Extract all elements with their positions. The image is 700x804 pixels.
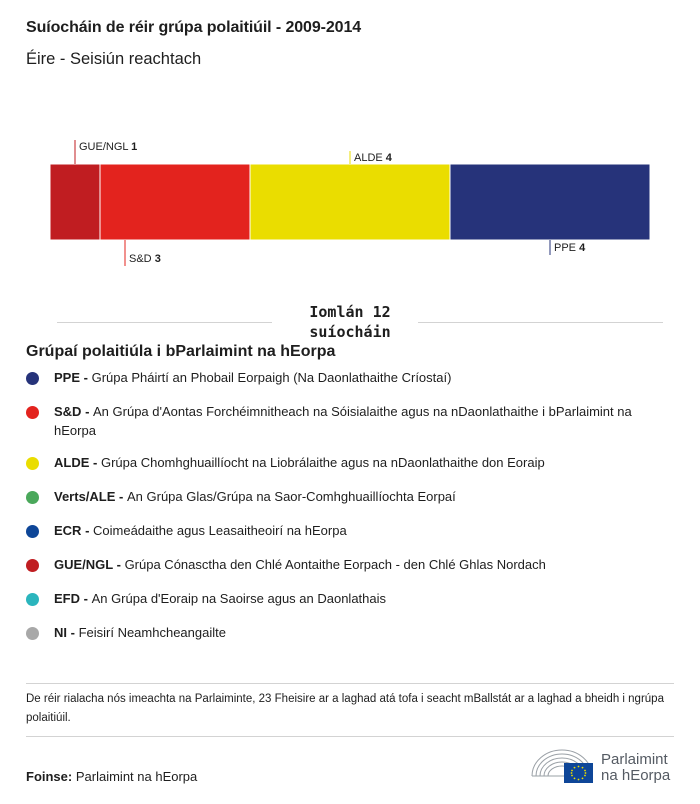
legend-description: An Grúpa Glas/Grúpa na Saor-Comhghuaillíochta Eorpaí — [126, 489, 456, 504]
bar-category-label: ALDE — [354, 152, 386, 164]
legend-text — [54, 402, 666, 440]
legend-separator: - — [89, 455, 101, 470]
bar-segment — [50, 164, 100, 240]
legend-separator: - — [80, 370, 92, 385]
note-rule-top — [26, 683, 674, 684]
legend-separator: - — [81, 523, 94, 538]
bar-label — [554, 242, 586, 254]
legend-separator: - — [113, 557, 125, 572]
footnote: De réir rialacha nós imeachta na Parlaiminte, 23 Fheisire ar a laghad atá tofa i seacht mBallstát ar a laghad a bheidh i ngrúpa polaitiúil. — [26, 693, 664, 724]
legend-item — [26, 368, 666, 387]
bar-value-label: 4 — [579, 242, 586, 254]
legend-abbr: Verts/ALE — [54, 489, 116, 504]
legend-separator: - — [67, 625, 79, 640]
legend-abbr: GUE/NGL — [54, 557, 113, 572]
bar-category-label: PPE — [554, 242, 580, 254]
legend-abbr: PPE — [54, 370, 81, 385]
legend-separator: - — [80, 591, 92, 606]
legend-description: Coimeádaithe agus Leasaitheoirí na hEorpa — [93, 523, 347, 538]
chart-subtitle: Éire - Seisiún reachtach — [26, 50, 202, 68]
legend-dot-icon — [26, 627, 39, 640]
bar-category-label: S&D — [129, 253, 155, 265]
legend-dot-icon — [26, 559, 39, 572]
legend-text — [54, 521, 347, 540]
legend-item — [26, 402, 666, 440]
legend-description: An Grúpa d'Eoraip na Saoirse agus an Daonlathais — [91, 591, 387, 606]
legend-abbr: ECR — [54, 523, 82, 538]
legend-abbr: EFD — [54, 591, 80, 606]
chart-title: Suíocháin de réir grúpa polaitiúil - 2009-2014 — [26, 19, 362, 36]
legend-text — [54, 555, 546, 574]
bar-segment — [250, 164, 450, 240]
legend-dot-icon — [26, 525, 39, 538]
legend-description: An Grúpa d'Aontas Forchéimnitheach na Sóisialaithe agus na nDaonlathaithe i bParlaimint na hEorpa — [54, 404, 632, 438]
legend-abbr: ALDE — [54, 455, 90, 470]
logo-line-2: na hEorpa — [601, 767, 671, 784]
stacked-seat-chart — [0, 0, 700, 300]
legend-separator: - — [115, 489, 127, 504]
legend-title: Grúpaí polaitiúla i bParlaimint na hEorpa — [26, 343, 336, 360]
legend-text — [54, 623, 226, 642]
logo-line-1: Parlaimint — [601, 751, 668, 768]
bar-category-label: GUE/NGL — [79, 141, 132, 153]
legend-dot-icon — [26, 406, 39, 419]
legend-description: Feisirí Neamhcheangailte — [78, 625, 226, 640]
legend-text — [54, 487, 456, 506]
legend-item — [26, 487, 666, 506]
legend-item — [26, 555, 666, 574]
legend-item — [26, 521, 666, 540]
legend-description: Grúpa Chomhghuaillíocht na Liobrálaithe agus na nDaonlathaithe don Eoraip — [100, 455, 545, 470]
source-line — [26, 769, 197, 784]
bar-label — [79, 141, 137, 153]
legend-dot-icon — [26, 593, 39, 606]
legend-list — [26, 368, 666, 657]
bar-segment — [450, 164, 650, 240]
legend-text — [54, 589, 386, 608]
legend-description: Grúpa Cónasctha den Chlé Aontaithe Eorpach - den Chlé Ghlas Nordach — [124, 557, 546, 572]
legend-abbr: S&D — [54, 404, 82, 419]
bar-value-label: 4 — [385, 152, 392, 164]
total-rule-right — [418, 322, 663, 323]
legend-abbr: NI — [54, 625, 67, 640]
bar-label — [129, 253, 161, 265]
source-value: Parlaimint na hEorpa — [75, 769, 198, 784]
bar-value-label: 1 — [131, 141, 138, 153]
note-rule-bottom — [26, 736, 674, 737]
legend-text — [54, 368, 451, 387]
legend-separator: - — [81, 404, 94, 419]
legend-dot-icon — [26, 491, 39, 504]
parliament-logo-icon — [530, 744, 594, 784]
bar-label — [354, 152, 393, 164]
total-rule-left — [57, 322, 272, 323]
legend-dot-icon — [26, 372, 39, 385]
bar-value-label: 3 — [154, 253, 161, 265]
legend-description: Grúpa Pháirtí an Phobail Eorpaigh (Na Daonlathaithe Críostaí) — [91, 370, 452, 385]
logo-text — [601, 752, 670, 784]
legend-item — [26, 589, 666, 608]
legend-item — [26, 453, 666, 472]
legend-item — [26, 623, 666, 642]
source-label: Foinse: — [26, 769, 73, 784]
bar-segment — [100, 164, 250, 240]
total-seats-label: Iomlán 12 suíocháin — [309, 303, 391, 341]
legend-dot-icon — [26, 457, 39, 470]
legend-text — [54, 453, 545, 472]
